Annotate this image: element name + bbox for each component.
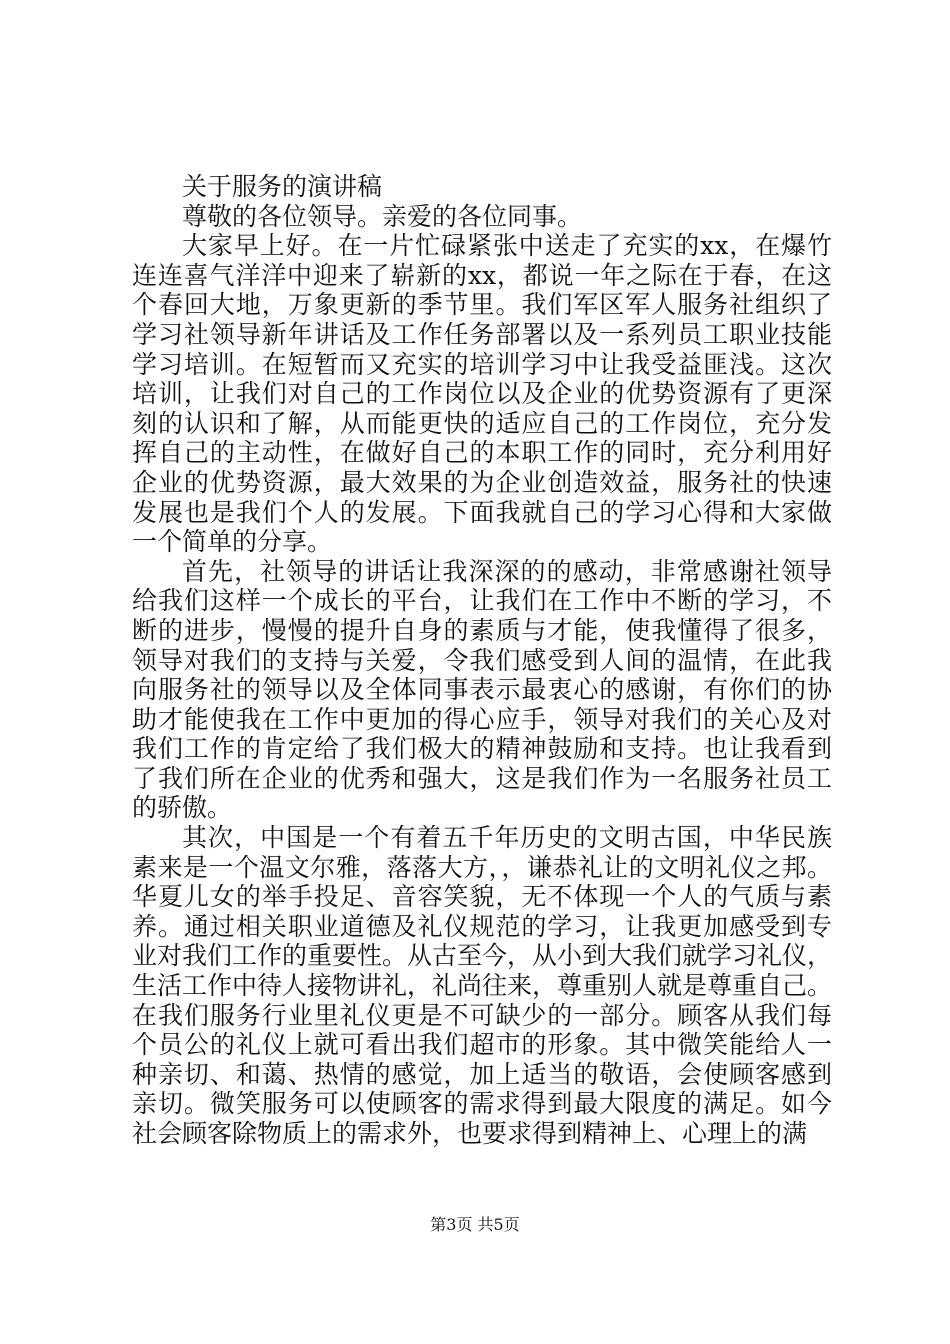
paragraph: [132, 823, 832, 1149]
paragraph-line: 大家早上好。在一片忙碌紧张中送走了充实的xx，在爆竹: [182, 231, 832, 261]
paragraph-line: 业对我们工作的重要性。从古至今，从小到大我们就学习礼仪，: [132, 941, 833, 971]
paragraph-line: 助才能使我在工作中更加的得心应手，领导对我们的关心及对: [132, 704, 832, 734]
document-title: 关于服务的演讲稿: [182, 172, 383, 201]
paragraph-line: 社会顾客除物质上的需求外，也要求得到精神上、心理上的满: [132, 1119, 808, 1148]
paragraph-line: 学习培训。在短暂而又充实的培训学习中让我受益匪浅。这次: [132, 349, 832, 379]
page-footer: 第3页 共5页: [430, 1215, 520, 1234]
paragraph-line: 其次，中国是一个有着五千年历史的文明古国，中华民族: [182, 823, 832, 853]
paragraph-line: 养。通过相关职业道德及礼仪规范的学习，让我更加感受到专: [132, 911, 832, 941]
paragraph-line: 培训，让我们对自己的工作岗位以及企业的优势资源有了更深: [132, 379, 832, 409]
paragraph-line: 个员公的礼仪上就可看出我们超市的形象。其中微笑能给人一: [132, 1030, 832, 1060]
paragraph-line: 了我们所在企业的优秀和强大，这是我们作为一名服务社员工: [132, 763, 832, 793]
paragraph-line: 断的进步，慢慢的提升自身的素质与才能，使我懂得了很多，: [132, 615, 832, 645]
paragraph-line: 发展也是我们个人的发展。下面我就自己的学习心得和大家做: [132, 497, 832, 527]
paragraph-line: 素来是一个温文尔雅，落落大方，，谦恭礼让的文明礼仪之邦。: [132, 852, 832, 882]
paragraph-line: 连连喜气洋洋中迎来了崭新的xx，都说一年之际在于春，在这: [132, 260, 832, 290]
paragraph-line: 向服务社的领导以及全体同事表示最衷心的感谢，有你们的协: [132, 675, 832, 705]
paragraph: [132, 557, 832, 823]
paragraph-line: 在我们服务行业里礼仪更是不可缺少的一部分。顾客从我们每: [132, 1000, 832, 1030]
paragraph-line: 首先，社领导的讲话让我深深的的感动，非常感谢社领导: [182, 556, 832, 586]
paragraph-line: 刻的认识和了解，从而能更快的适应自己的工作岗位，充分发: [132, 408, 832, 438]
paragraph-line: 个春回大地，万象更新的季节里。我们军区军人服务社组织了: [132, 290, 832, 320]
paragraphs-container: [132, 231, 832, 1148]
paragraph-line: 亲切。微笑服务可以使顾客的需求得到最大限度的满足。如今: [132, 1089, 832, 1119]
paragraph-line: 学习社领导新年讲话及工作任务部署以及一系列员工职业技能: [132, 319, 832, 349]
paragraph-line: 一个简单的分享。: [132, 527, 333, 557]
paragraph-line: 挥自己的主动性，在做好自己的本职工作的同时，充分利用好: [132, 438, 832, 468]
paragraph-line: 的骄傲。: [132, 793, 233, 823]
paragraph-line: 我们工作的肯定给了我们极大的精神鼓励和支持。也让我看到: [132, 734, 832, 764]
paragraph-line: 生活工作中待人接物讲礼，礼尚往来，尊重别人就是尊重自己。: [132, 971, 833, 1001]
greeting-line: 尊敬的各位领导。亲爱的各位同事。: [182, 201, 583, 231]
paragraph-line: 华夏儿女的举手投足、音容笑貌，无不体现一个人的气质与素: [132, 882, 832, 912]
paragraph: [132, 231, 832, 557]
paragraph-line: 种亲切、和蔼、热情的感觉，加上适当的敬语，会使顾客感到: [132, 1059, 832, 1089]
paragraph-line: 给我们这样一个成长的平台，让我们在工作中不断的学习，不: [132, 586, 832, 616]
paragraph-line: 企业的优势资源，最大效果的为企业创造效益，服务社的快速: [132, 467, 832, 497]
document-body: [132, 172, 832, 1149]
paragraph-line: 领导对我们的支持与关爱，令我们感受到人间的温情，在此我: [132, 645, 832, 675]
